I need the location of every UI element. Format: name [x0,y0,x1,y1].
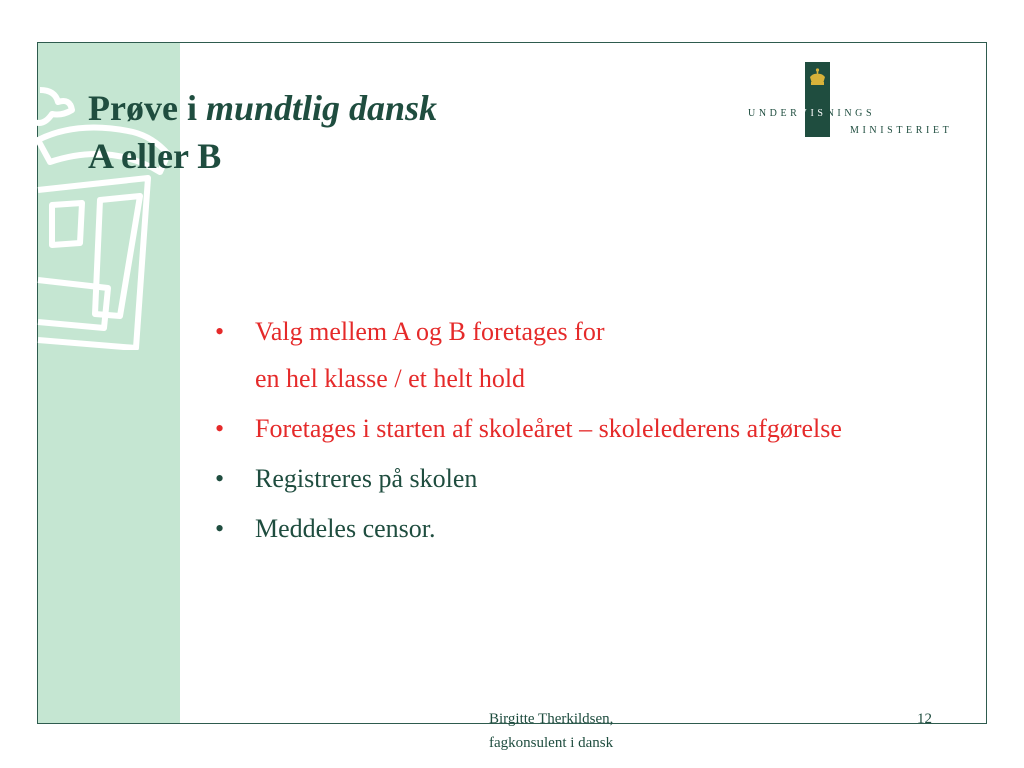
ministry-logo [745,62,965,142]
slide-title [88,84,437,180]
bullet-dot: • [215,464,225,493]
bullet-item [215,463,915,495]
title-line2: A eller B [88,136,222,176]
bullet-dot: • [215,514,225,543]
bullet-list [215,316,915,563]
logo-text-line2: MINISTERIET [850,125,953,136]
bullet-text: Foretages i starten af skoleåret – skolelederens afgørelse [255,414,842,443]
bullet-text-continuation: en hel klasse / et helt hold [255,364,526,393]
footer-author-role: fagkonsulent i dansk [489,735,614,751]
bullet-item [215,513,915,545]
bullet-dot: • [215,317,225,346]
crown-icon [808,68,827,86]
logo-text-before: UNDER [748,108,800,119]
title-part2: mundtlig dansk [205,88,438,128]
bullet-text: Meddeles censor. [255,514,436,543]
logo-text-after: NINGS [826,108,876,119]
bullet-item [215,413,915,445]
footer-author [489,707,613,755]
footer-author-name: Birgitte Therkildsen, [489,711,614,727]
bullet-dot: • [215,414,225,443]
title-part1: Prøve i [88,88,206,128]
logo-text-line1 [748,108,875,119]
bullet-text: Registreres på skolen [255,464,478,493]
bullet-text: Valg mellem A og B foretages for [255,317,605,346]
page-number: 12 [917,711,932,727]
logo-text-bar: VIS [799,108,827,119]
bullet-item [215,316,915,395]
